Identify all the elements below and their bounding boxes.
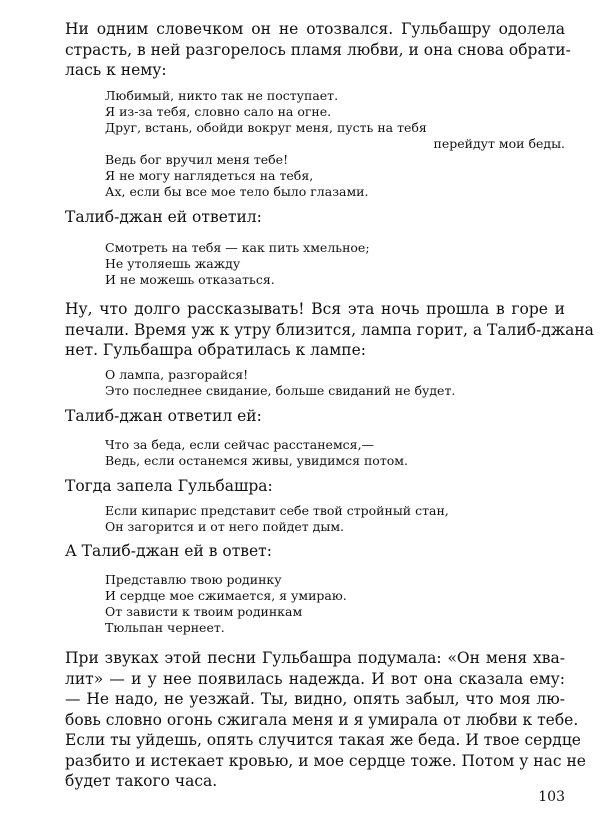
speaker-line-1: Талиб-джан ей ответил: [65,208,262,226]
verse-5 [105,503,565,535]
verse-line: Если кипарис представит себе твой стройный стан, [105,503,449,518]
verse-line: Представлю твою родинку [105,572,282,587]
speaker-line-2: Талиб-джан ответил ей: [65,407,262,425]
verse-2 [105,240,565,288]
verse-line: Ведь бог вручил меня тебе! [105,152,289,167]
verse-line: перейдут мои беды. [433,136,565,151]
verse-line: О лампа, разгорайся! [105,367,249,382]
text-line: разбито и истекает кровью, и мое сердце тоже. Потом у нас не [65,751,586,770]
verse-line: Я из-за тебя, словно сало на огне. [105,104,332,119]
page-number: 103 [538,789,565,805]
verse-line: Тюльпан чернеет. [105,620,225,635]
text-line: бовь словно огонь сжигала меня и я умирала от любви к тебе. [65,710,579,729]
verse-line: Смотреть на тебя — как пить хмельное; [105,240,370,255]
verse-line: Друг, встань, обойди вокруг меня, пусть на тебя [105,120,427,135]
speaker-line-4: А Талиб-джан ей в ответ: [65,542,272,560]
verse-line: Это последнее свидание, больше свиданий не будет. [105,383,456,398]
text-line: лит» — и у нее появилась надежда. И вот она сказала ему: [65,669,565,688]
verse-4 [105,437,565,469]
text-line: Если ты уйдешь, опять случится такая же беда. И твое сердце [65,731,581,749]
verse-3 [105,367,565,399]
text-line: — Не надо, не уезжай. Ты, видно, опять забыл, что моя лю- [65,690,565,708]
text-line: нет. Гульбашра обратилась к лампе: [65,341,367,359]
text-line: будет такого часа. [65,772,218,790]
verse-line: Я не могу наглядеться на тебя, [105,168,314,183]
verse-1 [105,88,565,200]
verse-line: Не утоляешь жажду [105,256,241,271]
verse-6 [105,572,565,636]
verse-line: И сердце мое сжимается, я умираю. [105,588,347,603]
verse-line: От зависти к твоим родинкам [105,604,303,619]
text-line: При звуках этой песни Гульбашра подумала: «Он меня хва- [65,649,565,667]
verse-line: Он загорится и от него пойдет дым. [105,519,345,534]
verse-line: Ведь, если останемся живы, увидимся потом. [105,453,408,468]
verse-line: Что за беда, если сейчас расстанемся,— [105,437,375,452]
text-line: страсть, в ней разгорелось пламя любви, и она снова обрати- [65,40,571,59]
verse-line: Любимый, никто так не поступает. [105,88,339,103]
speaker-line-3: Тогда запела Гульбашра: [65,477,273,495]
text-line: лась к нему: [65,61,167,79]
text-line: Ни одним словечком он не отозвался. Гульбашру одолела [65,20,565,38]
paragraph-2 [65,299,594,361]
paragraph-1 [65,19,571,81]
text-line: печали. Время уж к утру близится, лампа горит, а Талиб-джана [65,320,594,339]
verse-line: Ах, если бы все мое тело было глазами. [105,184,369,199]
paragraph-3 [65,648,586,792]
verse-line: И не можешь отказаться. [105,272,275,287]
text-line: Ну, что долго рассказывать! Вся эта ночь прошла в горе и [65,300,565,318]
